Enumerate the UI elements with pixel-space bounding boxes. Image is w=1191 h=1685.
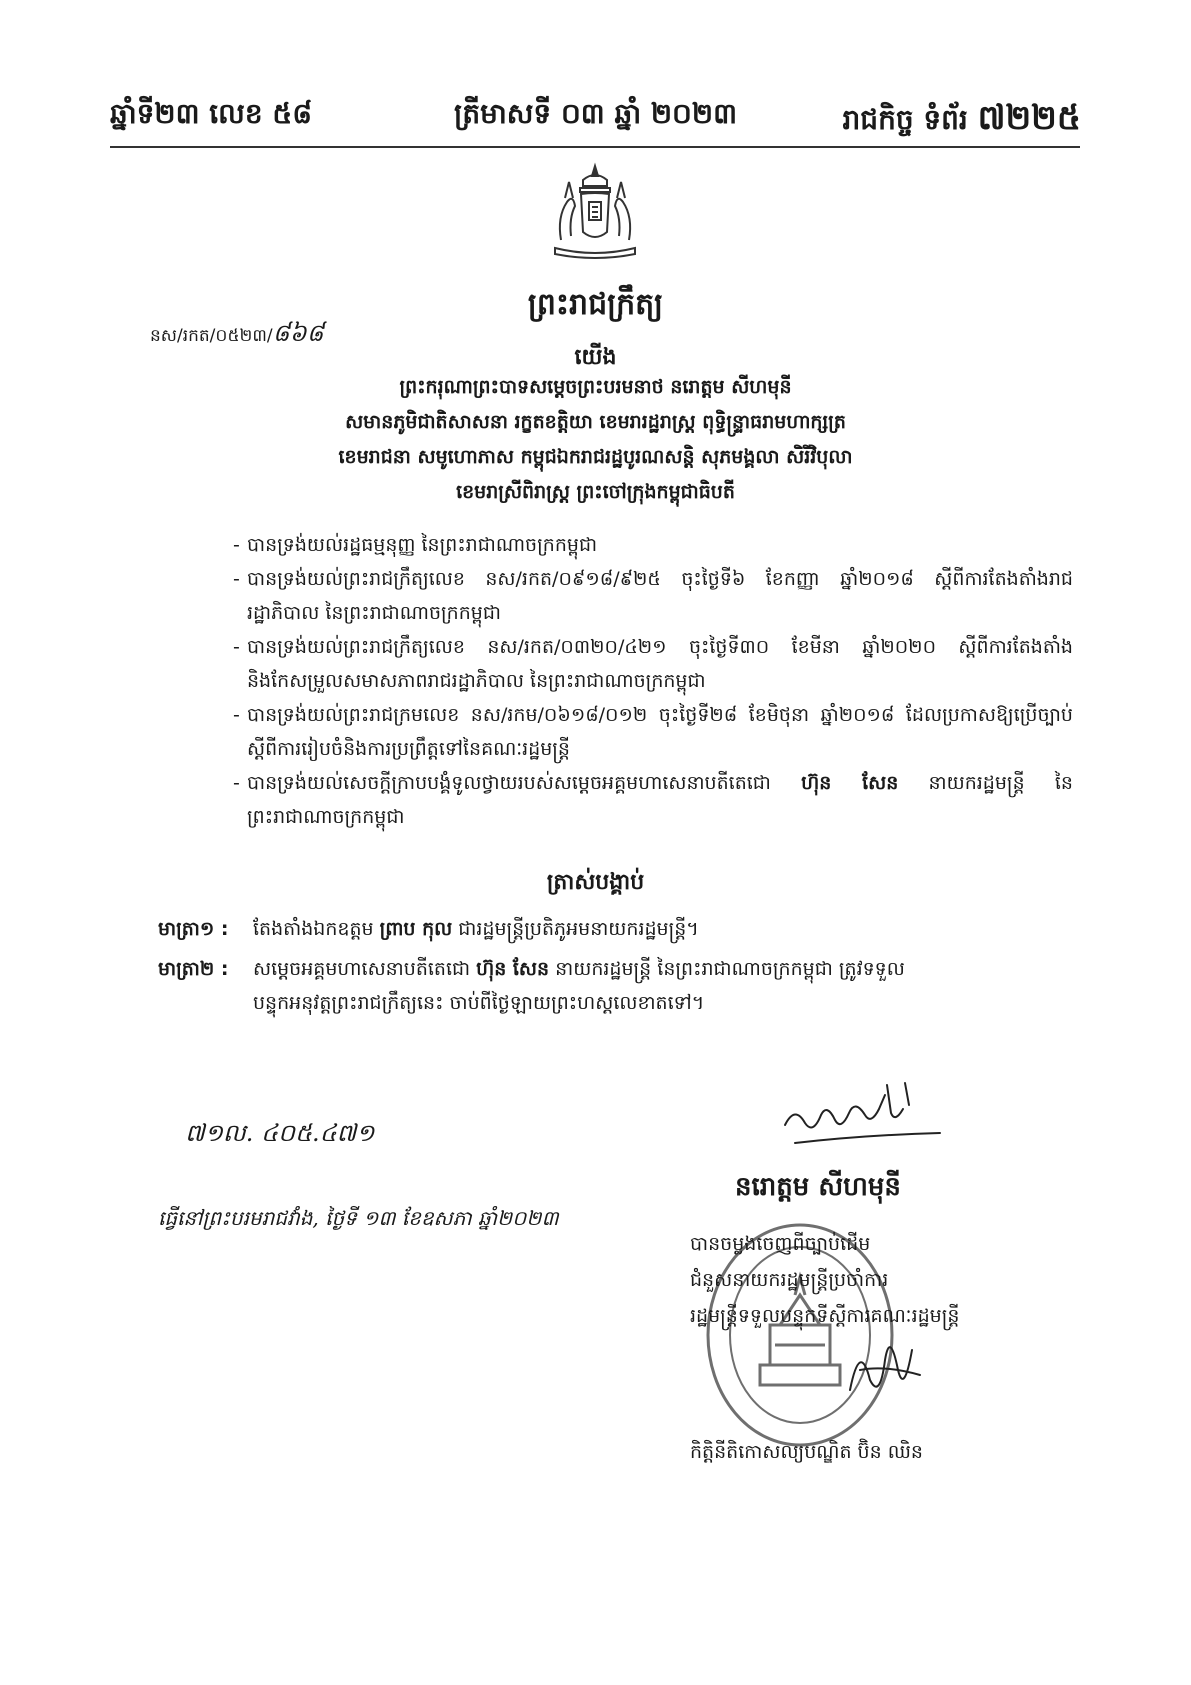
article-text: ជារដ្ឋមន្ត្រីប្រតិភូអមនាយករដ្ឋមន្ត្រី។: [452, 918, 699, 940]
article-1: [158, 912, 1078, 946]
bullet-dash: -: [233, 704, 240, 726]
article-2: [158, 952, 1078, 1020]
certification-line: បានចម្លងចេញពីច្បាប់ដើម: [690, 1233, 871, 1255]
prime-minister-name: ហ៊ុន សែន: [476, 958, 550, 980]
consideration-text: បានទ្រង់យល់សេចក្តីក្រាបបង្គំទូលថ្វាយរបស់សម្តេចអគ្គមហាសេនាបតីតេជោ: [247, 772, 802, 794]
decree-number-handwritten: ៨៦៨: [272, 319, 324, 347]
certifier-signature: [840, 1320, 930, 1410]
bullet-dash: -: [233, 534, 240, 556]
bullet-dash: -: [233, 636, 240, 658]
consideration-item: [233, 698, 1073, 766]
gazette-page-label: រាជកិច្ច ទំព័រ: [842, 103, 968, 136]
certification-line: ជំនួសនាយករដ្ឋមន្ត្រីប្រចាំការ: [690, 1269, 889, 1291]
article-label: មាត្រា១ :: [158, 918, 229, 940]
order-title: ត្រាស់បង្គាប់: [546, 870, 645, 895]
consideration-text: នាយករដ្ឋមន្ត្រី នៃព្រះរាជាណាចក្រកម្ពុជា: [247, 772, 1073, 828]
consideration-item: [233, 562, 1073, 630]
decree-we: យើង: [574, 345, 617, 370]
article-text: សម្តេចអគ្គមហាសេនាបតីតេជោ: [253, 958, 477, 980]
consideration-item: [233, 630, 1073, 698]
gazette-quarter: ត្រីមាសទី ០៣ ឆ្នាំ ២០២៣: [454, 97, 737, 130]
consideration-text: បានទ្រង់យល់ព្រះរាជក្រឹត្យលេខ នស/រកត/០៣២០/៤២១ ចុះថ្ងៃទី៣០ ខែមីនា ឆ្នាំ២០២០ ស្តីពីការតែងតាំង និងកែសម្រួលសមាសភាពរាជរដ្ឋាភិបាល នៃព្រះរាជាណាចក្រកម្ពុជា: [247, 636, 1073, 692]
article-continuation: បន្ទុកអនុវត្តព្រះរាជក្រឹត្យនេះ ចាប់ពីថ្ងៃឡាយព្រះហស្តលេខាតទៅ។: [253, 992, 705, 1014]
registry-number: ៧១ល. ៤០៥.៤៧១: [185, 1119, 375, 1147]
minister-name: ព្រាប កុល: [379, 918, 453, 940]
king-title-line: ខេមរាជនា សមូហោភាស កម្ពុជឯករាជរដ្ឋបូរណសន្តិ សុភមង្គលា សិរីវិបុលា: [338, 446, 853, 468]
bullet-dash: -: [233, 772, 240, 794]
consideration-text: បានទ្រង់យល់ព្រះរាជក្រមលេខ នស/រកម/០៦១៨/០១២ ចុះថ្ងៃទី២៨ ខែមិថុនា ឆ្នាំ២០១៨ ដែលប្រកាសឱ្យប្រើច្បាប់ស្តីពីការរៀបចំនិងការប្រព្រឹត្តទៅនៃគណៈរដ្ឋមន្ត្រី: [247, 704, 1073, 760]
article-text: តែងតាំងឯកឧត្តម: [253, 918, 380, 940]
certification-line: រដ្ឋមន្ត្រីទទួលបន្ទុកទីស្តីការគណៈរដ្ឋមន្ត្រី: [690, 1305, 960, 1327]
gazette-page: [843, 96, 1081, 146]
gazette-year-issue: ឆ្នាំទី២៣ លេខ ៥៨: [110, 97, 313, 130]
consideration-item: [233, 766, 1073, 834]
consideration-item: [233, 528, 1073, 562]
king-title-line: ខេមរាស្រីពិរាស្ត្រ ព្រះចៅក្រុងកម្ពុជាធិបតី: [456, 481, 735, 503]
royal-signature: [775, 1065, 945, 1150]
decree-number-printed: នស/រកត/០៥២៣/: [150, 326, 273, 346]
header-rule: [110, 146, 1080, 148]
date-line: ធ្វើនៅព្រះបរមរាជវាំង, ថ្ងៃទី ១៣ ខែឧសភា ឆ្នាំ២០២៣: [158, 1206, 559, 1230]
signatory-name: នរោត្តម សីហមុនី: [735, 1172, 901, 1202]
royal-emblem-icon: [545, 162, 645, 262]
gazette-page-number: ៧២២៥: [977, 98, 1081, 138]
consideration-text: បានទ្រង់យល់រដ្ឋធម្មនុញ្ញ នៃព្រះរាជាណាចក្រកម្ពុជា: [247, 534, 598, 556]
decree-title: ព្រះរាជក្រឹត្យ: [527, 287, 664, 322]
king-title-line: ព្រះករុណាព្រះបាទសម្តេចព្រះបរមនាថ នរោត្តម សីហមុនី: [399, 376, 792, 398]
article-text: នាយករដ្ឋមន្ត្រី នៃព្រះរាជាណាចក្រកម្ពុជា ត្រូវទទួល: [549, 958, 905, 980]
consideration-text: បានទ្រង់យល់ព្រះរាជក្រឹត្យលេខ នស/រកត/០៩១៨/៩២៥ ចុះថ្ងៃទី៦ ខែកញ្ញា ឆ្នាំ២០១៨ ស្តីពីការតែងតាំងរាជរដ្ឋាភិបាល នៃព្រះរាជាណាចក្រកម្ពុជា: [247, 568, 1073, 624]
article-label: មាត្រា២ :: [158, 958, 229, 980]
bullet-dash: -: [233, 568, 240, 590]
prime-minister-name: ហ៊ុន សែន: [801, 772, 899, 794]
king-title-line: សមានភូមិជាតិសាសនា រក្ខតខត្តិយា ខេមរារដ្ឋរាស្ត្រ ពុទ្ធិន្ទ្រាធរាមហាក្សត្រ: [345, 411, 846, 433]
considerations-list: [233, 528, 1073, 834]
certifier-name: កិត្តិនីតិកោសល្យបណ្ឌិត ប៊ិន ឈិន: [690, 1441, 923, 1463]
